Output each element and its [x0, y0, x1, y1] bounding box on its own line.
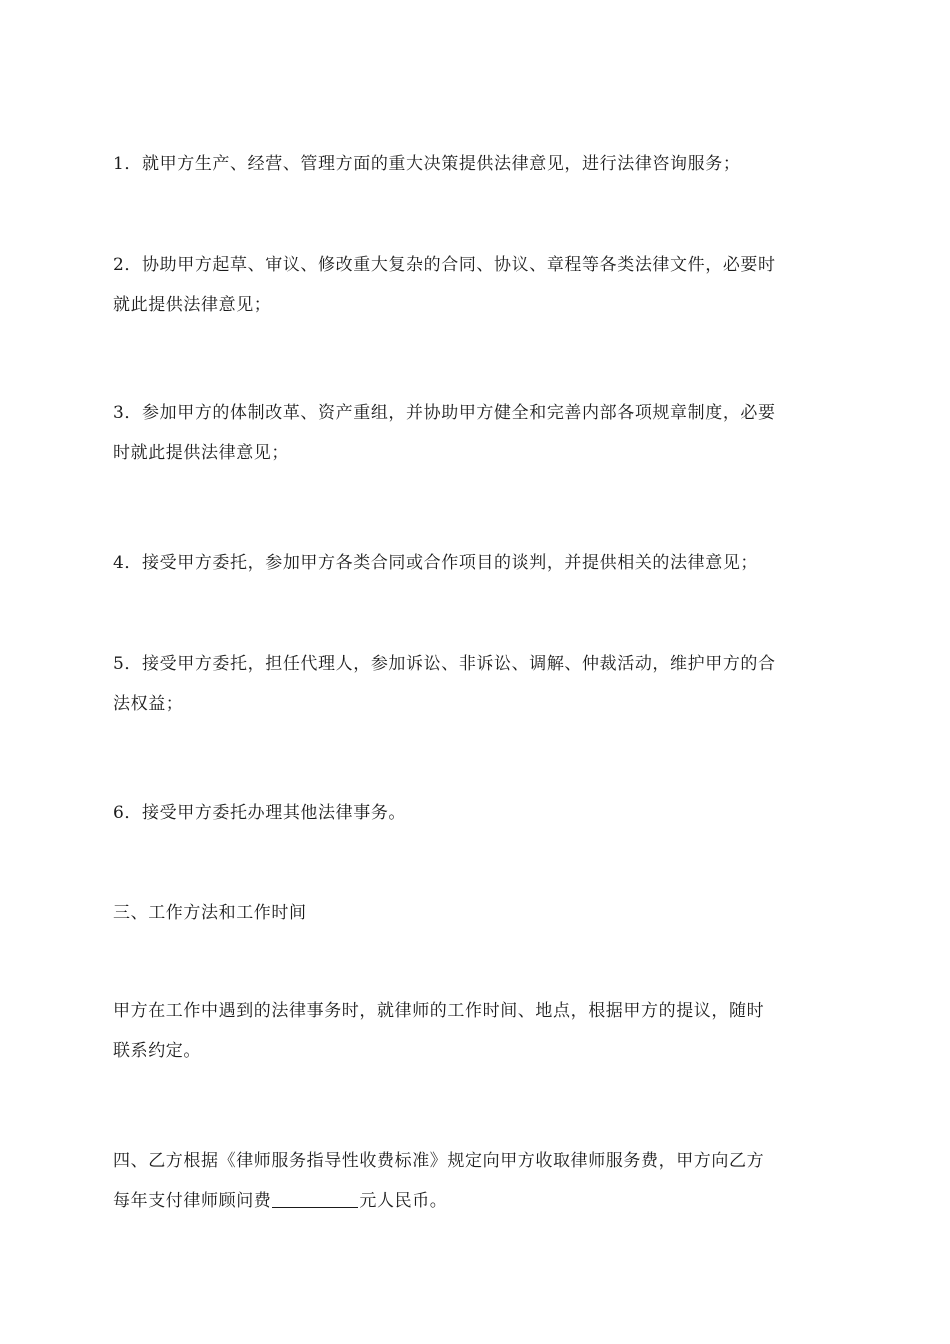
item-4-line-1: 4．接受甲方委托，参加甲方各类合同或合作项目的谈判，并提供相关的法律意见； [113, 553, 759, 573]
item-1-line-1: 1．就甲方生产、经营、管理方面的重大决策提供法律意见，进行法律咨询服务； [113, 154, 741, 174]
item-3-line-2: 时就此提供法律意见； [113, 443, 289, 463]
item-2-line-2: 就此提供法律意见； [113, 295, 272, 315]
section-3-body-line-1: 甲方在工作中遇到的法律事务时，就律师的工作时间、地点，根据甲方的提议，随时 [113, 1001, 765, 1021]
item-4-paragraph [113, 543, 838, 583]
item-2-line-1: 2．协助甲方起草、审议、修改重大复杂的合同、协议、章程等各类法律文件，必要时 [113, 255, 776, 275]
item-5-paragraph [113, 644, 838, 724]
item-3-line-1: 3．参加甲方的体制改革、资产重组，并协助甲方健全和完善内部各项规章制度，必要 [113, 403, 776, 423]
section-3-heading-text: 三、工作方法和工作时间 [113, 903, 307, 923]
item-1-paragraph [113, 144, 838, 184]
section-3-body [113, 991, 838, 1071]
fee-blank-field [272, 1189, 358, 1208]
section-4-paragraph [113, 1141, 838, 1221]
section-3-body-line-2: 联系约定。 [113, 1041, 201, 1061]
section-4-line-2 [113, 1181, 838, 1221]
item-2-paragraph [113, 245, 838, 325]
item-5-line-2: 法权益； [113, 694, 184, 714]
item-5-line-1: 5．接受甲方委托，担任代理人，参加诉讼、非诉讼、调解、仲裁活动，维护甲方的合 [113, 654, 776, 674]
section-4-line-2-after: 元人民币。 [359, 1191, 448, 1211]
section-4-line-2-before: 每年支付律师顾问费 [113, 1191, 272, 1211]
section-4-line-1: 四、乙方根据《律师服务指导性收费标准》规定向甲方收取律师服务费，甲方向乙方 [113, 1151, 765, 1171]
item-6-paragraph [113, 793, 838, 833]
item-3-paragraph [113, 393, 838, 473]
item-6-line-1: 6．接受甲方委托办理其他法律事务。 [113, 803, 407, 823]
section-3-heading [113, 893, 838, 933]
